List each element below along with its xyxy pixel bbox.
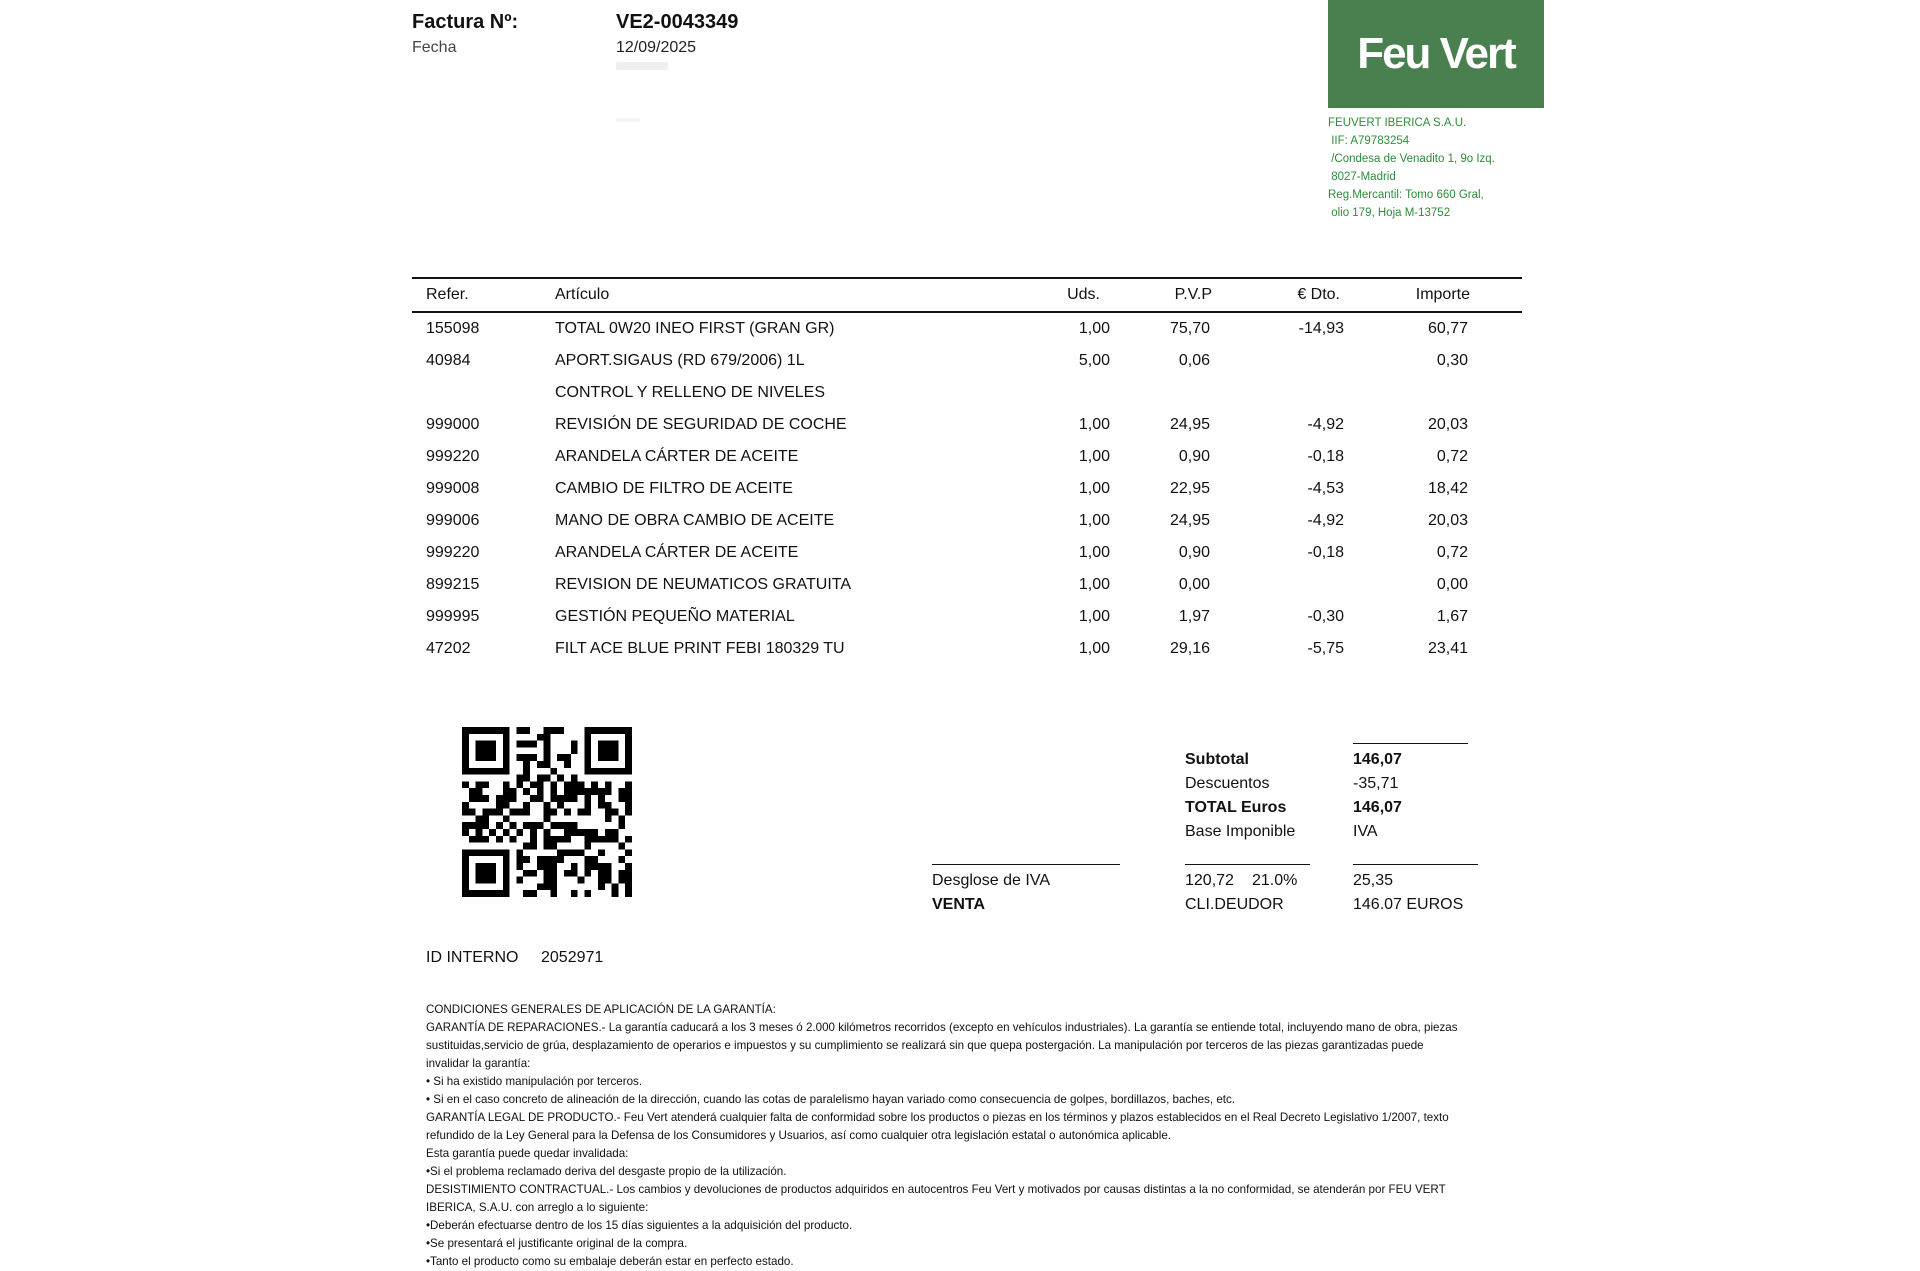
subtotal-label: Subtotal — [1185, 751, 1249, 768]
cell-price: 0,90 — [1178, 448, 1210, 465]
tax-base-label: Base Imponible — [1185, 823, 1296, 840]
tax-base-rule — [1185, 864, 1310, 865]
cell-discount: -4,92 — [1307, 416, 1344, 433]
company-info — [1328, 114, 1495, 222]
cell-amount: 23,41 — [1427, 640, 1468, 657]
cell-article: APORT.SIGAUS (RD 679/2006) 1L — [555, 352, 805, 369]
discounts-value: -35,71 — [1353, 775, 1399, 792]
table-row — [412, 633, 1522, 665]
cell-amount: 18,42 — [1427, 480, 1468, 497]
cell-units: 1,00 — [1078, 576, 1110, 593]
vat-label: IVA — [1353, 823, 1378, 840]
cell-article: CONTROL Y RELLENO DE NIVELES — [555, 384, 826, 401]
redacted-mark — [616, 118, 640, 122]
cell-amount: 20,03 — [1427, 512, 1468, 529]
cell-amount: 0,30 — [1436, 352, 1468, 369]
cell-discount: -14,93 — [1298, 320, 1344, 337]
conditions-line: IBERICA, S.A.U. con arreglo a lo siguiente: — [426, 1201, 649, 1214]
cell-amount: 0,72 — [1436, 448, 1468, 465]
cell-ref: 999220 — [426, 448, 480, 465]
cell-article: ARANDELA CÁRTER DE ACEITE — [555, 448, 799, 465]
company-line: Reg.Mercantil: Tomo 660 Gral, — [1328, 189, 1484, 201]
table-body — [412, 313, 1522, 665]
subtotal-value: 146,07 — [1353, 751, 1402, 768]
conditions-line: GARANTÍA DE REPARACIONES.- La garantía caducará a los 3 meses ó 2.000 kilómetros recorridos (excepto en vehículos industriales). La garantía se entiende total, incluyendo mano de obra, piezas — [426, 1021, 1458, 1034]
cell-ref: 999995 — [426, 608, 480, 625]
conditions-line: Esta garantía puede quedar invalidada: — [426, 1147, 629, 1160]
invoice-number-label: Factura Nº: — [412, 11, 519, 33]
table-row — [412, 313, 1522, 345]
table-row — [412, 345, 1522, 377]
cell-discount: -0,18 — [1307, 544, 1344, 561]
cell-units: 1,00 — [1078, 608, 1110, 625]
cell-price: 75,70 — [1169, 320, 1210, 337]
conditions-line: •Deberán efectuarse dentro de los 15 días siguientes a la adquisición del producto. — [426, 1219, 853, 1232]
header-discount: € Dto. — [1297, 286, 1340, 303]
cell-ref: 899215 — [426, 576, 480, 593]
cell-ref: 40984 — [426, 352, 471, 369]
cell-amount: 1,67 — [1436, 608, 1468, 625]
conditions-line: DESISTIMIENTO CONTRACTUAL.- Los cambios y devoluciones de productos adquiridos en autocentros Feu Vert y motivados por causas distintas a la no conformidad, se atenderán por FEU VERT — [426, 1183, 1446, 1196]
conditions-line: GARANTÍA LEGAL DE PRODUCTO.- Feu Vert atenderá cualquier falta de conformidad sobre los productos o piezas en los términos y plazos establecidos en el Real Decreto Legislativo 1/2007, texto — [426, 1111, 1449, 1124]
qr-code — [462, 727, 632, 897]
vat-breakdown-rule — [932, 864, 1120, 865]
cell-units: 1,00 — [1078, 320, 1110, 337]
cell-ref: 155098 — [426, 320, 480, 337]
payment-type: CLI.DEUDOR — [1185, 896, 1284, 913]
cell-units: 1,00 — [1078, 544, 1110, 561]
table-row — [412, 409, 1522, 441]
header-amount: Importe — [1415, 286, 1470, 303]
table-row — [412, 601, 1522, 633]
cell-article: TOTAL 0W20 INEO FIRST (GRAN GR) — [555, 320, 835, 337]
cell-ref: 999006 — [426, 512, 480, 529]
tax-base-value: 120,72 — [1185, 872, 1234, 889]
total-label: TOTAL Euros — [1185, 799, 1287, 816]
cell-price: 24,95 — [1169, 416, 1210, 433]
conditions-line: sustituidas,servicio de grúa, desplazamiento de operarios e impuestos y su cumplimiento se realizará sin que quepa postergación. La manipulación por terceros de las piezas garantizadas puede — [426, 1039, 1424, 1052]
table-row — [412, 377, 1522, 409]
cell-units: 1,00 — [1078, 640, 1110, 657]
cell-article: GESTIÓN PEQUEÑO MATERIAL — [555, 608, 795, 625]
conditions-line: CONDICIONES GENERALES DE APLICACIÓN DE LA GARANTÍA: — [426, 1003, 776, 1016]
conditions-line: refundido de la Ley General para la Defensa de los Consumidores y Usuarios, así como cualquier otra legislación estatal o autonómica aplicable. — [426, 1129, 1171, 1142]
items-table — [412, 277, 1522, 665]
vat-value: 25,35 — [1353, 872, 1394, 889]
date-value: 12/09/2025 — [616, 39, 697, 56]
cell-ref: 47202 — [426, 640, 471, 657]
header-ref: Refer. — [426, 286, 469, 303]
cell-units: 1,00 — [1078, 480, 1110, 497]
cell-price: 29,16 — [1169, 640, 1210, 657]
cell-price: 0,90 — [1178, 544, 1210, 561]
conditions-line: •Tanto el producto como su embalaje deberán estar en perfecto estado. — [426, 1255, 794, 1268]
cell-units: 1,00 — [1078, 512, 1110, 529]
cell-price: 0,00 — [1178, 576, 1210, 593]
company-line: 8027-Madrid — [1328, 171, 1396, 183]
cell-article: FILT ACE BLUE PRINT FEBI 180329 TU — [555, 640, 845, 657]
warranty-conditions — [426, 1001, 1506, 1271]
table-row — [412, 505, 1522, 537]
cell-amount: 0,00 — [1436, 576, 1468, 593]
discounts-label: Descuentos — [1185, 775, 1270, 792]
cell-units: 1,00 — [1078, 416, 1110, 433]
cell-article: ARANDELA CÁRTER DE ACEITE — [555, 544, 799, 561]
cell-price: 1,97 — [1178, 608, 1210, 625]
company-line: FEUVERT IBERICA S.A.U. — [1328, 117, 1467, 129]
table-row — [412, 569, 1522, 601]
vat-rate: 21.0% — [1252, 872, 1298, 889]
cell-price: 22,95 — [1169, 480, 1210, 497]
cell-ref: 999008 — [426, 480, 480, 497]
conditions-line: • Si en el caso concreto de alineación de la dirección, cuando las cotas de paralelismo hayan variado como consecuencia de golpes, bordillazos, baches, etc. — [426, 1093, 1236, 1106]
table-row — [412, 441, 1522, 473]
cell-units: 5,00 — [1078, 352, 1110, 369]
conditions-line: • Si ha existido manipulación por terceros. — [426, 1075, 643, 1088]
cell-ref: 999000 — [426, 416, 480, 433]
header-article: Artículo — [555, 286, 610, 303]
conditions-line: •Si el problema reclamado deriva del desgaste propio de la utilización. — [426, 1165, 787, 1178]
cell-amount: 0,72 — [1436, 544, 1468, 561]
table-row — [412, 537, 1522, 569]
cell-price: 24,95 — [1169, 512, 1210, 529]
cell-discount: -4,53 — [1307, 480, 1344, 497]
cell-units: 1,00 — [1078, 448, 1110, 465]
internal-id-value: 2052971 — [541, 949, 604, 966]
internal-id-label: ID INTERNO — [426, 949, 519, 966]
redacted-mark — [616, 62, 668, 70]
header-units: Uds. — [1067, 286, 1100, 303]
cell-article: CAMBIO DE FILTRO DE ACEITE — [555, 480, 793, 497]
cell-amount: 60,77 — [1427, 320, 1468, 337]
vat-rule — [1353, 864, 1478, 865]
vat-breakdown-label: Desglose de IVA — [932, 872, 1050, 889]
company-line: olio 179, Hoja M-13752 — [1328, 207, 1451, 219]
cell-ref: 999220 — [426, 544, 480, 561]
cell-article: REVISIÓN DE SEGURIDAD DE COCHE — [555, 416, 847, 433]
total-value: 146,07 — [1353, 799, 1402, 816]
cell-article: REVISION DE NEUMATICOS GRATUITA — [555, 576, 852, 593]
cell-amount: 20,03 — [1427, 416, 1468, 433]
invoice-number: VE2-0043349 — [616, 11, 739, 33]
date-label: Fecha — [412, 39, 457, 56]
cell-discount: -4,92 — [1307, 512, 1344, 529]
logo-text: Feu Vert — [1357, 29, 1515, 78]
cell-discount: -5,75 — [1307, 640, 1344, 657]
feu-vert-logo — [1328, 0, 1544, 108]
company-line: /Condesa de Venadito 1, 9o Izq. — [1328, 153, 1495, 165]
cell-price: 0,06 — [1178, 352, 1210, 369]
conditions-line: invalidar la garantía: — [426, 1057, 531, 1070]
conditions-line: •Se presentará el justificante original de la compra. — [426, 1237, 688, 1250]
sale-label: VENTA — [932, 896, 986, 913]
amount-text: 146.07 EUROS — [1353, 896, 1464, 913]
table-row — [412, 473, 1522, 505]
company-line: IIF: A79783254 — [1328, 135, 1410, 147]
cell-discount: -0,30 — [1307, 608, 1344, 625]
table-header — [412, 279, 1522, 311]
header-price: P.V.P — [1174, 286, 1212, 303]
cell-article: MANO DE OBRA CAMBIO DE ACEITE — [555, 512, 835, 529]
subtotal-rule — [1353, 743, 1468, 744]
cell-discount: -0,18 — [1307, 448, 1344, 465]
